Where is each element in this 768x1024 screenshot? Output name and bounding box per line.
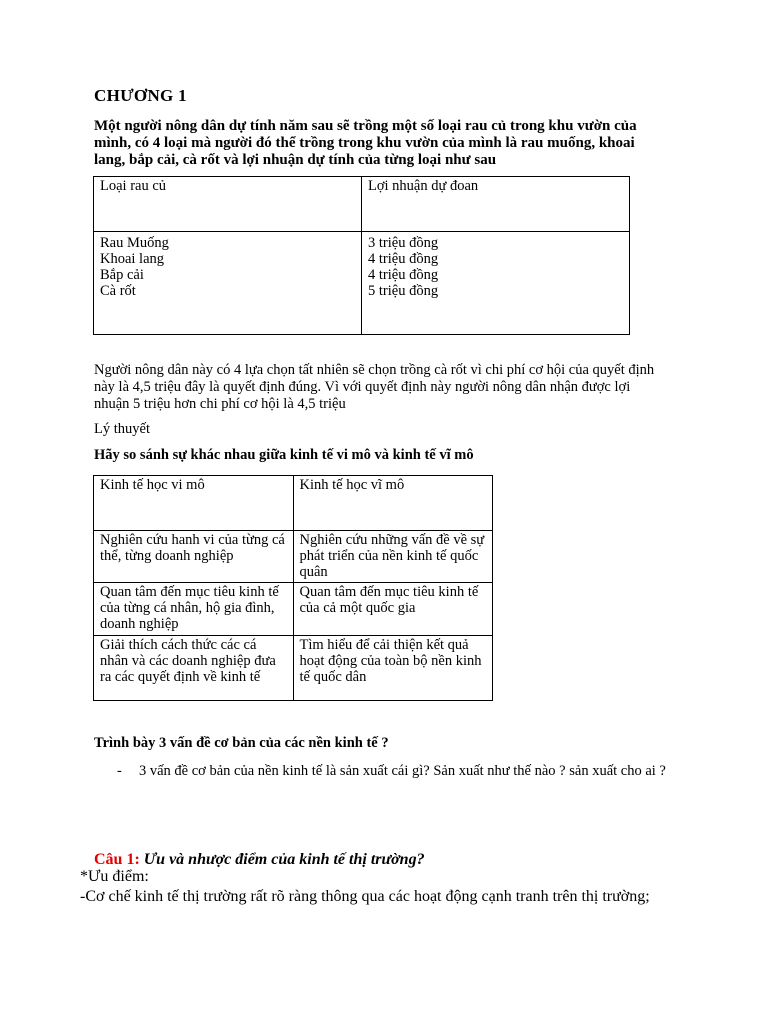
table-cell: Giải thích cách thức các cá nhân và các doanh nghiệp đưa ra các quyết định về kinh tế [94,636,294,701]
question-text: Ưu và nhược điểm của kinh tế thị trường? [139,851,425,868]
issues-heading: Trình bày 3 vấn đề cơ bản của các nền kinh tế ? [94,735,389,751]
question-1 [94,851,425,869]
table-cell: Nghiên cứu hanh vi của từng cá thể, từng doanh nghiệp [94,531,294,583]
table-cell: Quan tâm đến mục tiêu kinh tế của từng cá nhân, hộ gia đình, doanh nghiệp [94,583,294,636]
question-colon: : [134,851,140,868]
intro-paragraph: Một người nông dân dự tính năm sau sẽ trồng một số loại rau củ trong khu vườn của mình, có 4 loại mà người đó thể trồng trong khu vườn của mình là rau muống, khoai lang, bắp cải, cà rốt và lợi nhuận dự tính của từng loại như sau [94,118,637,168]
crop-list-cell [94,232,362,335]
crop-profit: 4 triệu đồng [368,251,439,267]
table-header-cell: Kinh tế học vi mô [94,476,294,531]
crop-name: Rau Muống [100,235,169,251]
bullet-text: 3 vấn đề cơ bản của nền kinh tế là sản xuất cái gì? Sản xuất như thế nào ? sản xuất cho ai ? [139,763,666,779]
table-row [94,531,493,583]
crop-name: Khoai lang [100,251,165,267]
crop-profit-table [93,176,630,335]
bullet-dash: - [117,763,122,779]
crop-profit: 5 triệu đồng [368,283,439,299]
table-cell: Tìm hiểu để cải thiện kết quả hoạt động của toàn bộ nền kinh tế quốc dân [293,636,493,701]
table-cell: Quan tâm đến mục tiêu kinh tế của cả một quốc gia [293,583,493,636]
table-header-row [94,177,630,232]
table-header-row [94,476,493,531]
profit-list-cell [362,232,630,335]
crop-name: Cà rốt [100,283,136,299]
micro-macro-table [93,475,493,701]
table-header-cell: Lợi nhuận dự đoan [362,177,630,232]
crop-profit: 4 triệu đồng [368,267,439,283]
table-row [94,583,493,636]
table-row [94,232,630,335]
table-header-cell: Kinh tế học vĩ mô [293,476,493,531]
compare-heading: Hãy so sánh sự khác nhau giữa kinh tế vi mô và kinh tế vĩ mô [94,447,474,463]
crop-name: Bắp cải [100,267,144,283]
theory-label: Lý thuyết [94,421,150,437]
chapter-title: CHƯƠNG 1 [94,86,187,105]
crop-profit: 3 triệu đồng [368,235,439,251]
decision-paragraph: Người nông dân này có 4 lựa chọn tất nhiên sẽ chọn trồng cà rốt vì chi phí cơ hội của quyết định này là 4,5 triệu đây là quyết định đúng. Vì với quyết định này người nông dân nhận được lợi nhuận 5 triệu hơn chi phí cơ hội là 4,5 triệu [94,362,655,412]
table-row [94,636,493,701]
table-header-cell: Loại rau củ [94,177,362,232]
advantages-heading: *Ưu điểm: [80,868,149,885]
question-label: Câu 1 [94,851,135,868]
advantages-text: -Cơ chế kinh tế thị trường rất rõ ràng thông qua các hoạt động cạnh tranh trên thị trường; [80,888,650,905]
table-cell: Nghiên cứu những vấn đề về sự phát triển của nền kinh tế quốc quân [293,531,493,583]
